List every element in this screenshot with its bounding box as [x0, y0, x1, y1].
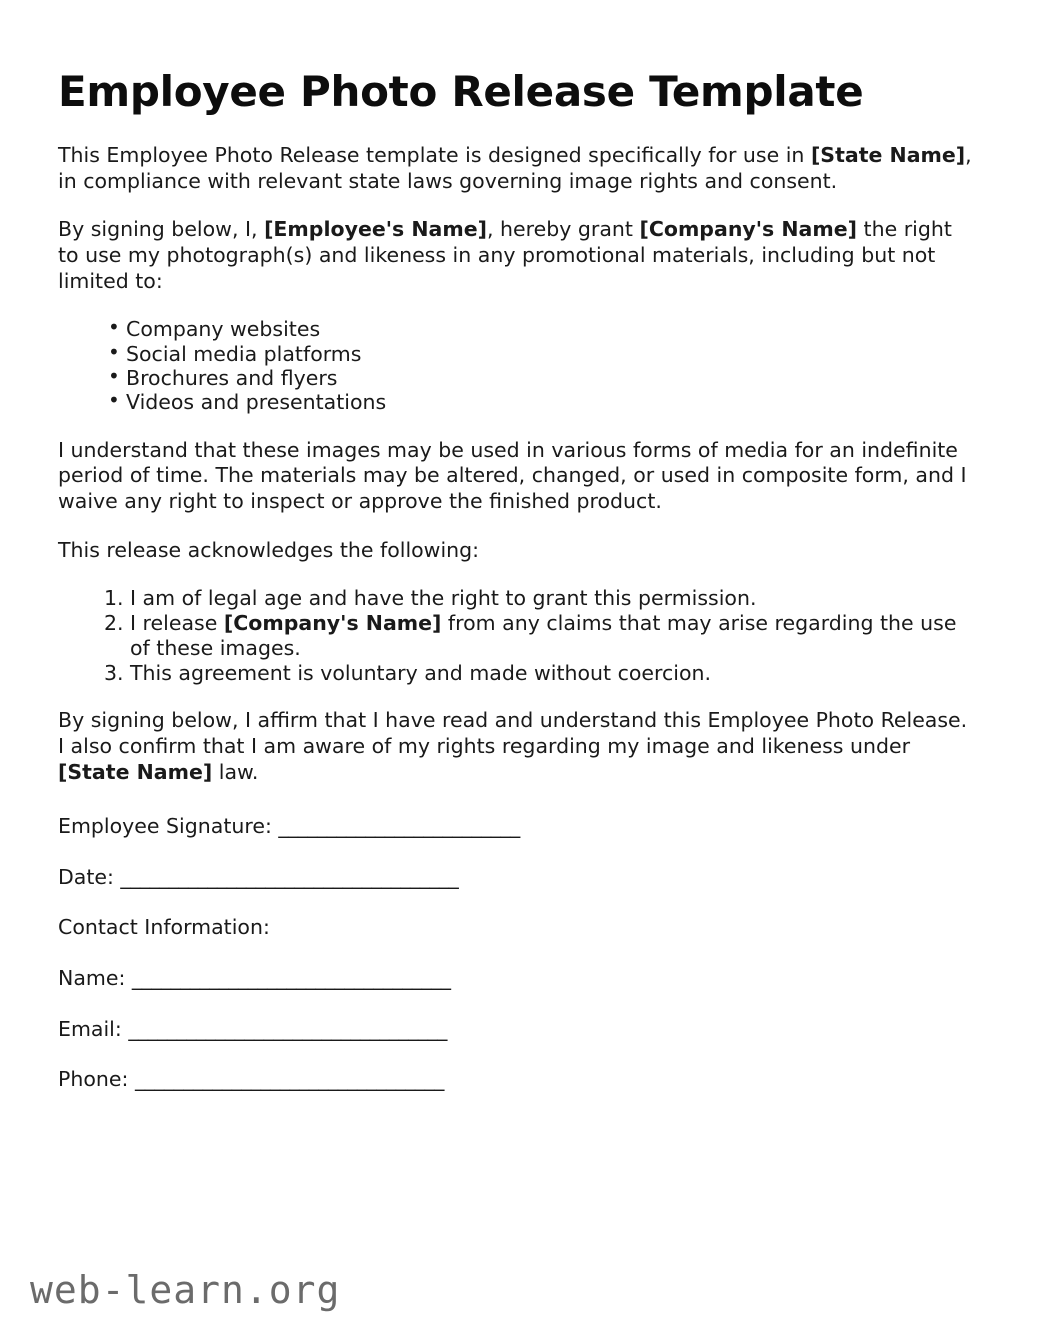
grant-text-part3: the right to use my photograph(s) and likeness in any promotional materials, including but not limited to:: [58, 217, 952, 293]
ack-placeholder-company-name: [Company's Name]: [223, 611, 442, 636]
name-rule[interactable]: _________________________________: [131, 966, 451, 991]
affirmation-text-part2: law.: [212, 759, 259, 784]
employee-signature-rule[interactable]: _________________________: [278, 814, 520, 839]
email-field: [58, 1017, 975, 1042]
date-rule[interactable]: ___________________________________: [120, 864, 459, 889]
grant-placeholder-employee-name: [Employee's Name]: [264, 217, 487, 242]
email-label: Email:: [58, 1016, 129, 1041]
grant-text-part1: By signing below, I,: [58, 217, 265, 242]
name-label: Name:: [58, 966, 132, 991]
date-label: Date:: [58, 864, 121, 889]
grant-paragraph: [58, 217, 975, 294]
phone-rule[interactable]: ________________________________: [134, 1067, 444, 1092]
acknowledgement-list: [58, 586, 975, 685]
affirmation-text-part1: By signing below, I affirm that I have read and understand this Employee Photo Release. I also confirm that I am aware of my rights regarding my image and likeness under: [58, 708, 968, 759]
affirmation-paragraph: [58, 708, 975, 785]
list-item: • Brochures and flyers: [108, 366, 975, 390]
signature-section: [58, 814, 975, 1092]
intro-text-part2: , in compliance with relevant state laws governing image rights and consent.: [58, 143, 972, 193]
contact-information-label: Contact Information:: [58, 915, 270, 940]
list-item: • Videos and presentations: [108, 390, 975, 414]
page-title: Employee Photo Release Template: [58, 67, 864, 116]
employee-signature-field: [58, 814, 975, 839]
grant-text-part2: , hereby grant: [487, 217, 640, 242]
grant-placeholder-company-name: [Company's Name]: [639, 217, 858, 242]
intro-text-part1: This Employee Photo Release template is designed specifically for use in: [58, 143, 811, 168]
list-item: • Company websites: [108, 317, 975, 341]
name-field: [58, 966, 975, 991]
employee-signature-label: Employee Signature:: [58, 814, 279, 839]
ack-item2-part2: from any claims that may arise regarding the use of these images.: [130, 611, 957, 660]
list-item: I am of legal age and have the right to grant this permission.: [130, 586, 757, 611]
list-item: [104, 611, 975, 661]
list-item: • Social media platforms: [108, 342, 975, 366]
ack-item2-part1: I release: [130, 611, 224, 636]
date-field: [58, 865, 975, 890]
site-watermark: web-learn.org: [30, 1268, 341, 1312]
list-item: This agreement is voluntary and made without coercion.: [130, 660, 711, 685]
affirmation-placeholder-state-name: [State Name]: [58, 759, 213, 784]
phone-field: [58, 1067, 975, 1092]
phone-label: Phone:: [58, 1067, 135, 1092]
intro-placeholder-state-name: [State Name]: [810, 143, 966, 168]
usage-list: [58, 317, 975, 415]
acknowledgement-lead: This release acknowledges the following:: [58, 537, 480, 562]
email-rule[interactable]: _________________________________: [128, 1016, 447, 1041]
understanding-paragraph: I understand that these images may be used in various forms of media for an indefinite period of time. The materials may be altered, changed, or used in composite form, and I waive any right to inspect or approve the finished product.: [58, 437, 967, 513]
intro-paragraph: [58, 143, 975, 194]
